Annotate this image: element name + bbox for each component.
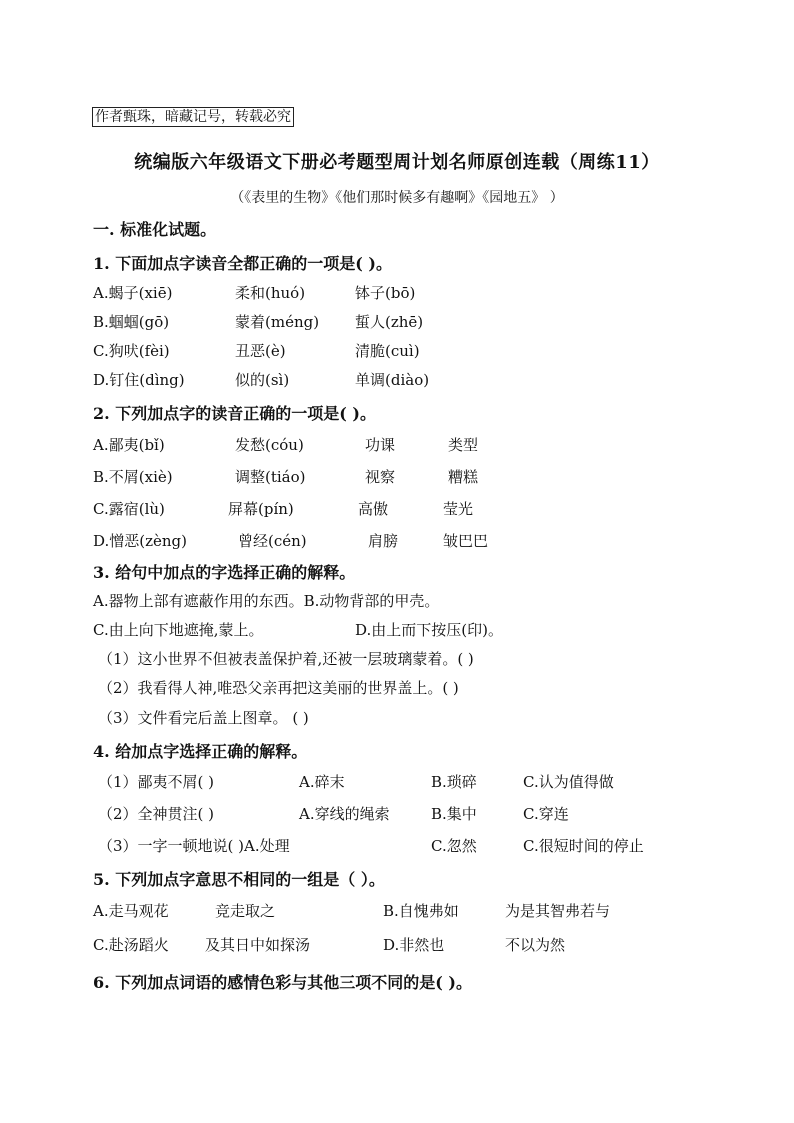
q2-option-c-2: 屏幕(pín) [228, 500, 294, 518]
q1-option-a-3: 钵子(bō) [355, 284, 416, 302]
q5-option-d-2: 不以为然 [505, 936, 566, 954]
q4-item-2-option-c: C.穿连 [523, 805, 569, 823]
q3-definitions-1: A.器物上部有遮蔽作用的东西。B.动物背部的甲壳。 [93, 592, 440, 610]
section-heading: 一. 标准化试题。 [93, 220, 217, 239]
q3-item-3: （3）文件看完后盖上图章。 ( ) [98, 709, 309, 727]
q5-option-d-1: D.非然也 [383, 936, 445, 954]
question-4-stem: 4. 给加点字选择正确的解释。 [93, 742, 308, 761]
q4-item-3-option-c: C.忽然 [431, 837, 477, 855]
q2-option-a-3: 功课 [365, 436, 396, 454]
q2-option-b-2: 调整(tiáo) [235, 468, 306, 486]
q2-option-d-2: 曾经(cén) [238, 532, 307, 550]
q4-item-2: （2）全神贯注( ) [98, 805, 215, 823]
q5-option-a-1: A.走马观花 [93, 902, 169, 920]
q4-item-3: （3）一字一顿地说( )A.处理 [98, 837, 290, 855]
q5-option-b-2: 为是其智弗若与 [505, 902, 611, 920]
q4-item-1-option-a: A.碎末 [299, 773, 345, 791]
q4-item-1-option-c: C.认为值得做 [523, 773, 614, 791]
q5-option-c-1: C.赴汤蹈火 [93, 936, 169, 954]
q2-option-b-1: B.不屑(xiè) [93, 468, 173, 486]
q5-option-b-1: B.自愧弗如 [383, 902, 459, 920]
q1-option-a-2: 柔和(huó) [235, 284, 306, 302]
q1-option-c-2: 丑恶(è) [235, 342, 286, 360]
question-2-stem: 2. 下列加点字的读音正确的一项是( )。 [93, 404, 376, 423]
q2-option-d-3: 肩膀 [368, 532, 399, 550]
page-title: 统编版六年级语文下册必考题型周计划名师原创连载（周练11） [134, 152, 660, 173]
q3-item-1: （1）这小世界不但被表盖保护着,还被一层玻璃蒙着。( ) [98, 650, 474, 668]
q3-item-2: （2）我看得人神,唯恐父亲再把这美丽的世界盖上。( ) [98, 679, 459, 697]
q3-definition-d: D.由上而下按压(印)。 [355, 621, 503, 639]
q1-option-a-1: A.蝎子(xiē) [93, 284, 173, 302]
q2-option-c-4: 莹光 [443, 500, 474, 518]
q2-option-c-3: 高傲 [358, 500, 389, 518]
q4-item-3-option-c2: C.很短时间的停止 [523, 837, 644, 855]
question-3-stem: 3. 给句中加点的字选择正确的解释。 [93, 563, 356, 582]
page-subtitle: （《表里的生物》《他们那时候多有趣啊》《园地五》 ） [230, 190, 564, 206]
question-6-stem: 6. 下列加点词语的感情色彩与其他三项不同的是( )。 [93, 973, 472, 992]
question-5-stem: 5. 下列加点字意思不相同的一组是（ ）。 [93, 870, 385, 889]
q1-option-c-3: 清脆(cuì) [355, 342, 420, 360]
q2-option-d-1: D.憎恶(zèng) [93, 532, 188, 550]
q2-option-d-4: 皱巴巴 [443, 532, 489, 550]
q5-option-c-2: 及其日中如探汤 [205, 936, 311, 954]
q1-option-c-1: C.狗吠(fèi) [93, 342, 170, 360]
q3-definition-c: C.由上向下地遮掩,蒙上。 [93, 621, 264, 639]
q1-option-b-1: B.蝈蝈(gō) [93, 313, 170, 331]
q5-option-a-2: 竞走取之 [215, 902, 276, 920]
q4-item-2-option-b: B.集中 [431, 805, 477, 823]
q4-item-1: （1）鄙夷不屑( ) [98, 773, 215, 791]
q1-option-d-2: 似的(sì) [235, 371, 290, 389]
question-1-stem: 1. 下面加点字读音全都正确的一项是( )。 [93, 254, 392, 273]
q2-option-a-1: A.鄙夷(bǐ) [93, 436, 165, 454]
q2-option-b-3: 视察 [365, 468, 396, 486]
q1-option-d-1: D.钉住(dìng) [93, 371, 185, 389]
copyright-notice: 作者甄珠，暗藏记号，转载必究 [92, 107, 294, 127]
q1-option-b-3: 蜇人(zhē) [355, 313, 424, 331]
q2-option-c-1: C.露宿(lù) [93, 500, 165, 518]
q4-item-1-option-b: B.琐碎 [431, 773, 477, 791]
q1-option-d-3: 单调(diào) [355, 371, 430, 389]
q2-option-a-4: 类型 [448, 436, 479, 454]
q1-option-b-2: 蒙着(méng) [235, 313, 320, 331]
q2-option-a-2: 发愁(cóu) [235, 436, 304, 454]
q2-option-b-4: 糟糕 [448, 468, 479, 486]
q4-item-2-option-a: A.穿线的绳索 [299, 805, 390, 823]
